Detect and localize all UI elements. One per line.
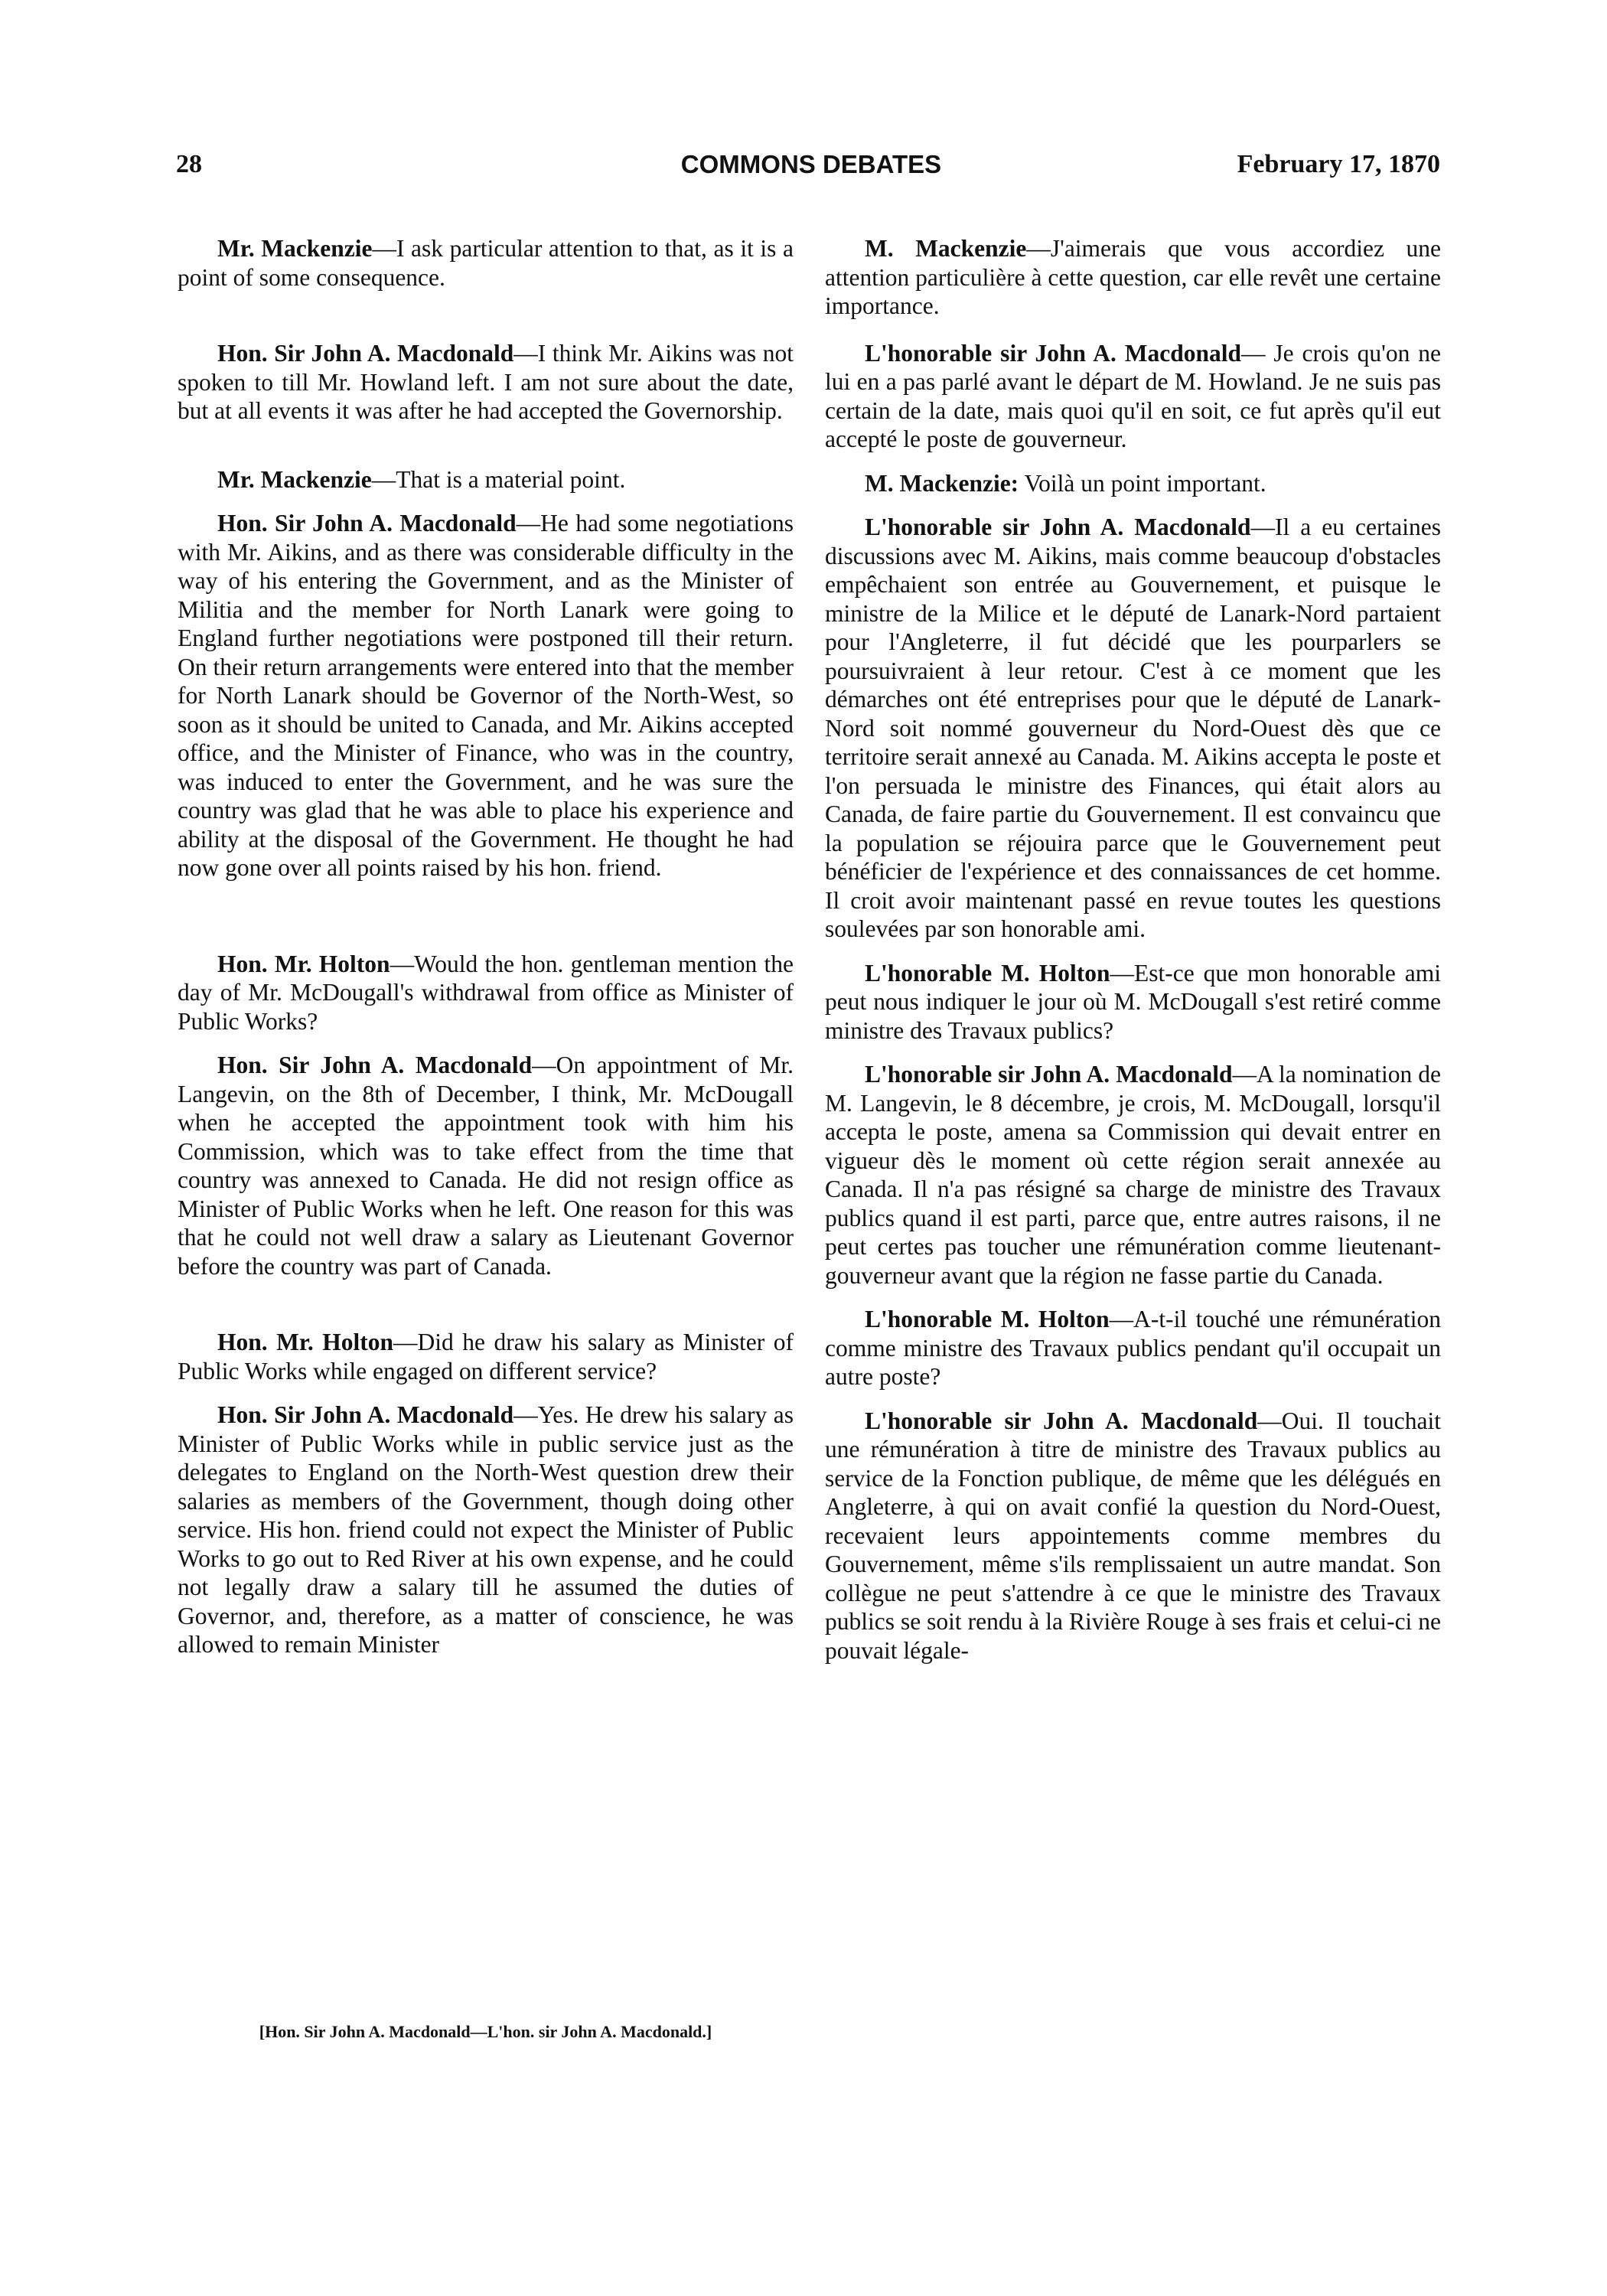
- speaker-name: M. Mackenzie: [865, 235, 1027, 262]
- page-number: 28: [176, 150, 202, 178]
- speech-text: —He had some negotiations with Mr. Aikins, and as there was considerable difficulty in the way of his entering the Government, and as the Minister of Militia and the member for North Lanark were going to England further negotiations were postponed till their return. On their return arrangements were entered into that the member for North Lanark should be Governor of the North-West, so soon as it should be united to Canada, and Mr. Aikins accepted office, and the Minister of Finance, who was in the country, was induced to enter the Government, and he was sure the country was glad that he was able to place his experience and ability at the disposal of the Government. He thought he had now gone over all points raised by his hon. friend.: [178, 510, 794, 881]
- english-paragraph: [178, 509, 794, 882]
- running-title: COMMONS DEBATES: [680, 150, 942, 178]
- running-date: February 17, 1870: [1237, 150, 1440, 178]
- english-paragraph: [178, 339, 794, 426]
- speech-text: —On appointment of Mr. Langevin, on the 8th of December, I think, Mr. McDougall when he accepted the appointment took with him his Commission, which was to take effect from the time that country was annexed to Canada. He did not resign office as Minister of Public Works when he left. One reason for this was that he could not well draw a salary as Lieutenant Governor before the country was part of Canada.: [178, 1052, 794, 1280]
- speech-text: —I ask particular attention to that, as it is a point of some consequence.: [178, 235, 794, 291]
- speech-text: —Would the hon. gentleman mention the day of Mr. McDougall's withdrawal from office as Minister of Public Works?: [178, 950, 794, 1035]
- speaker-name: Hon. Mr. Holton: [217, 1329, 394, 1355]
- french-paragraph: [825, 1060, 1441, 1290]
- speaker-name: Hon. Mr. Holton: [217, 950, 390, 977]
- speaker-name: L'honorable M. Holton: [865, 1306, 1110, 1332]
- speech-text: Voilà un point important.: [1019, 469, 1266, 497]
- french-column: [825, 234, 1441, 1665]
- english-paragraph: [178, 1051, 794, 1280]
- page-footer-speaker-note: [Hon. Sir John A. Macdonald—L'hon. sir John A. Macdonald.]: [259, 2022, 712, 2041]
- english-paragraph: [178, 1328, 794, 1385]
- speech-text: — Je crois qu'on ne lui en a pas parlé avant le départ de M. Howland. Je ne suis pas certain de la date, mais quoi qu'il en soit, ce fut après qu'il eut accepté le poste de gouverneur.: [825, 339, 1441, 452]
- speaker-name: L'honorable sir John A. Macdonald: [865, 1407, 1258, 1434]
- speaker-name: L'honorable sir John A. Macdonald: [865, 1061, 1233, 1088]
- speech-text: —Yes. He drew his salary as Minister of Public Works while in public service just as the delegates to England on the North-West question drew their salaries as members of the Government, though doing other service. His hon. friend could not expect the Minister of Public Works to go out to Red River at his own expense, and he could not legally draw a salary till he assumed the duties of Governor, and, therefore, as a matter of conscience, he was allowed to remain Minister: [178, 1401, 794, 1658]
- speech-text: —That is a material point.: [371, 465, 626, 493]
- speaker-name: L'honorable sir John A. Macdonald: [865, 339, 1241, 367]
- speech-text: —Did he draw his salary as Minister of Public Works while engaged on different service?: [178, 1329, 794, 1384]
- speaker-name: Hon. Sir John A. Macdonald: [217, 510, 517, 536]
- french-paragraph: [825, 339, 1441, 454]
- speaker-name: L'honorable M. Holton: [865, 959, 1110, 987]
- speech-text: —A la nomination de M. Langevin, le 8 décembre, je crois, M. McDougall, lorsqu'il accepta le poste, amena sa Commission qui devait entrer en vigueur dès le moment où cette région serait annexée au Canada. Il n'a pas résigné sa charge de ministre des Travaux publics quand il est parti, parce que, entre autres raisons, il ne peut certes pas toucher une rémunération comme lieutenant-gouverneur avant que la région ne fasse partie du Canada.: [825, 1061, 1442, 1289]
- english-paragraph: [178, 465, 794, 494]
- speech-text: —Oui. Il touchait une rémunération à titre de ministre des Travaux publics au service de la Fonction publique, de même que les délégués en Angleterre, à qui on avait confié la question du Nord-Ouest, recevaient leurs appointements comme membres du Gouvernement, même s'ils remplissaient un autre mandat. Son collègue ne peut s'attendre à ce que le ministre des Travaux publics se soit rendu à la Rivière Rouge à ses frais et celui-ci ne pouvait légale-: [825, 1407, 1441, 1664]
- english-paragraph: [178, 234, 794, 292]
- speaker-name: Hon. Sir John A. Macdonald: [217, 340, 514, 367]
- speaker-name: Hon. Sir John A. Macdonald: [217, 1052, 533, 1078]
- speech-text: —I think Mr. Aikins was not spoken to till Mr. Howland left. I am not sure about the date, but at all events it was after he had accepted the Governorship.: [178, 340, 794, 424]
- french-paragraph: [825, 513, 1441, 944]
- speech-text: —J'aimerais que vous accordiez une attention particulière à cette question, car elle revêt une certaine importance.: [825, 235, 1441, 319]
- french-paragraph: [825, 959, 1441, 1045]
- speaker-name: Mr. Mackenzie: [217, 465, 372, 493]
- speaker-name: M. Mackenzie:: [865, 469, 1019, 497]
- english-column: [178, 234, 794, 1659]
- speech-text: —A-t-il touché une rémunération comme ministre des Travaux publics pendant qu'il occupait un autre poste?: [825, 1306, 1442, 1390]
- english-paragraph: [178, 950, 794, 1036]
- speech-text: —Il a eu certaines discussions avec M. Aikins, mais comme beaucoup d'obstacles empêchaient son entrée au Gouvernement, et puisque le ministre de la Milice et le député de Lanark-Nord partaient pour l'Angleterre, il fut décidé que les pourparlers se poursuivraient à leur retour. C'est à ce moment que les démarches ont été entreprises pour que le député de Lanark-Nord soit nommé gouverneur du Nord-Ouest dès que ce territoire serait annexé au Canada. M. Aikins accepta le poste et l'on persuada le ministre des Finances, qui était alors au Canada, de faire partie du Gouvernement. Il est convaincu que la population se réjouira parce que le Gouvernement peut bénéficier de l'expérience et des connaissances de cet homme. Il croit avoir maintenant passé en revue toutes les questions soulevées par son honorable ami.: [825, 514, 1441, 942]
- speech-text: —Est-ce que mon honorable ami peut nous indiquer le jour où M. McDougall s'est retiré comme ministre des Travaux publics?: [825, 959, 1441, 1044]
- speaker-name: L'honorable sir John A. Macdonald: [865, 514, 1251, 540]
- french-paragraph: [825, 469, 1441, 498]
- french-paragraph: [825, 234, 1441, 321]
- speaker-name: Hon. Sir John A. Macdonald: [217, 1401, 514, 1428]
- french-paragraph: [825, 1305, 1441, 1391]
- french-paragraph: [825, 1407, 1441, 1665]
- english-paragraph: [178, 1401, 794, 1659]
- speaker-name: Mr. Mackenzie: [217, 235, 373, 262]
